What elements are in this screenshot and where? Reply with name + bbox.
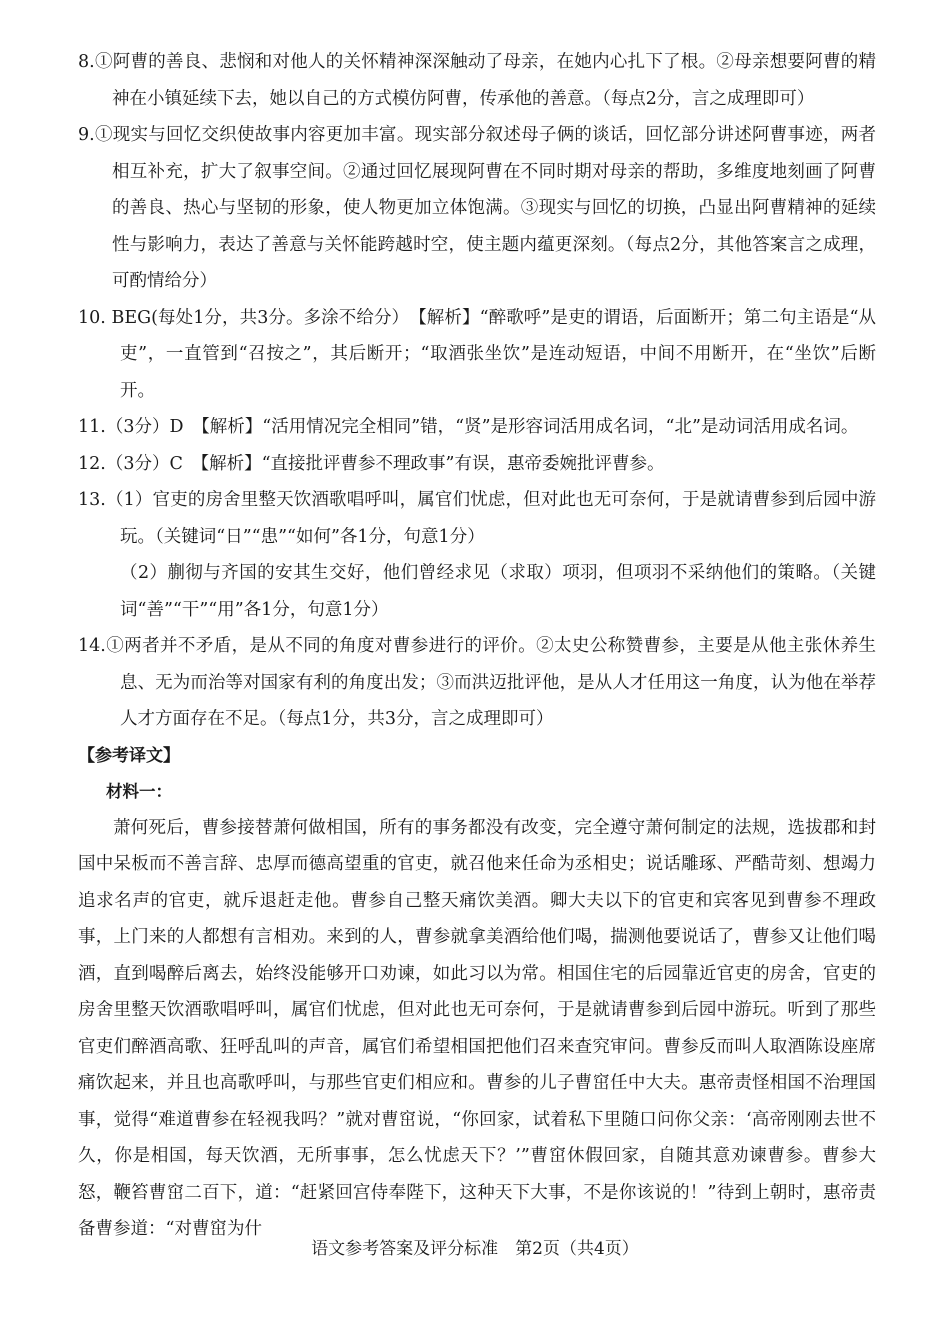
- answer-page: [78, 44, 876, 1248]
- answer-9: 9.①现实与回忆交织使故事内容更加丰富。现实部分叙述母子俩的谈话，回忆部分讲述阿曹事迹，两者相互补充，扩大了叙事空间。②通过回忆展现阿曹在不同时期对母亲的帮助，多维度地刻画了阿曹的善良、热心与坚韧的形象，使人物更加立体饱满。③现实与回忆的切换，凸显出阿曹精神的延续性与影响力，表达了善意与关怀能跨越时空，使主题内蕴更深刻。（每点2分，其他答案言之成理，可酌情给分）: [78, 125, 876, 291]
- answer-8: 8.①阿曹的善良、悲悯和对他人的关怀精神深深触动了母亲，在她内心扎下了根。②母亲想要阿曹的精神在小镇延续下去，她以自己的方式模仿阿曹，传承他的善意。（每点2分，言之成理即可）: [78, 52, 876, 109]
- translation-paragraph: 萧何死后，曹参接替萧何做相国，所有的事务都没有改变，完全遵守萧何制定的法规，选拔郡和封国中呆板而不善言辞、忠厚而德高望重的官吏，就召他来任命为丞相史；说话雕琢、严酷苛刻、想竭力追求名声的官吏，就斥退赶走他。曹参自己整天痛饮美酒。卿大夫以下的官吏和宾客见到曹参不理政事，上门来的人都想有言相劝。来到的人，曹参就拿美酒给他们喝，揣测他要说话了，曹参又让他们喝酒，直到喝醉后离去，始终没能够开口劝谏，如此习以为常。相国住宅的后园靠近官吏的房舍，官吏的房舍里整天饮酒歌唱呼叫，属官们忧虑，但对此也无可奈何，于是就请曹参到后园中游玩。听到了那些官吏们醉酒高歌、狂呼乱叫的声音，属官们希望相国把他们召来查究审问。曹参反而叫人取酒陈设座席痛饮起来，并且也高歌呼叫，与那些官吏们相应和。曹参的儿子曹窋任中大夫。惠帝责怪相国不治理国事，觉得“难道曹参在轻视我吗？”就对曹窋说，“你回家，试着私下里随口问你父亲：‘高帝刚刚去世不久，你是相国，每天饮酒，无所事事，怎么忧虑天下？’”曹窋休假回家，自随其意劝谏曹参。曹参大怒，鞭笞曹窋二百下，道：“赶紧回宫侍奉陛下，这种天下大事，不是你该说的！”待到上朝时，惠帝责备曹参道：“对曹窋为什: [78, 817, 876, 1239]
- translation-heading: 【参考译文】: [78, 745, 180, 766]
- answer-10: 10. BEG(每处1分，共3分。多涂不给分） 【解析】“醉歌呼”是吏的谓语，后面断开；第二句主语是“从吏”，一直管到“召按之”，其后断开；“取酒张坐饮”是连动短语，中间不用断开，在“坐饮”后断开。: [78, 307, 876, 401]
- page-footer: 语文参考答案及评分标准 第2页（共4页）: [311, 1239, 639, 1259]
- answer-13-part-2: （2）蒯彻与齐国的安其生交好，他们曾经求见（求取）项羽，但项羽不采纳他们的策略。（关键词“善”“干”“用”各1分，句意1分）: [120, 563, 876, 620]
- answer-13: 13.（1）官吏的房舍里整天饮酒歌唱呼叫，属官们忧虑，但对此也无可奈何，于是就请曹参到后园中游玩。（关键词“日”“患”“如何”各1分，句意1分）: [78, 490, 876, 547]
- answer-12: 12.（3分）C 【解析】“直接批评曹参不理政事”有误，惠帝委婉批评曹参。: [78, 453, 665, 474]
- answer-14: 14.①两者并不矛盾，是从不同的角度对曹参进行的评价。②太史公称赞曹参，主要是从他主张休养生息、无为而治等对国家有利的角度出发；③而洪迈批评他，是从人才任用这一角度，认为他在举荐人才方面存在不足。（每点1分，共3分，言之成理即可）: [78, 636, 876, 729]
- translation-subheading: 材料一：: [106, 781, 172, 801]
- answer-11: 11.（3分）D 【解析】“活用情况完全相同”错，“贤”是形容词活用成名词，“北”是动词活用成名词。: [78, 417, 859, 437]
